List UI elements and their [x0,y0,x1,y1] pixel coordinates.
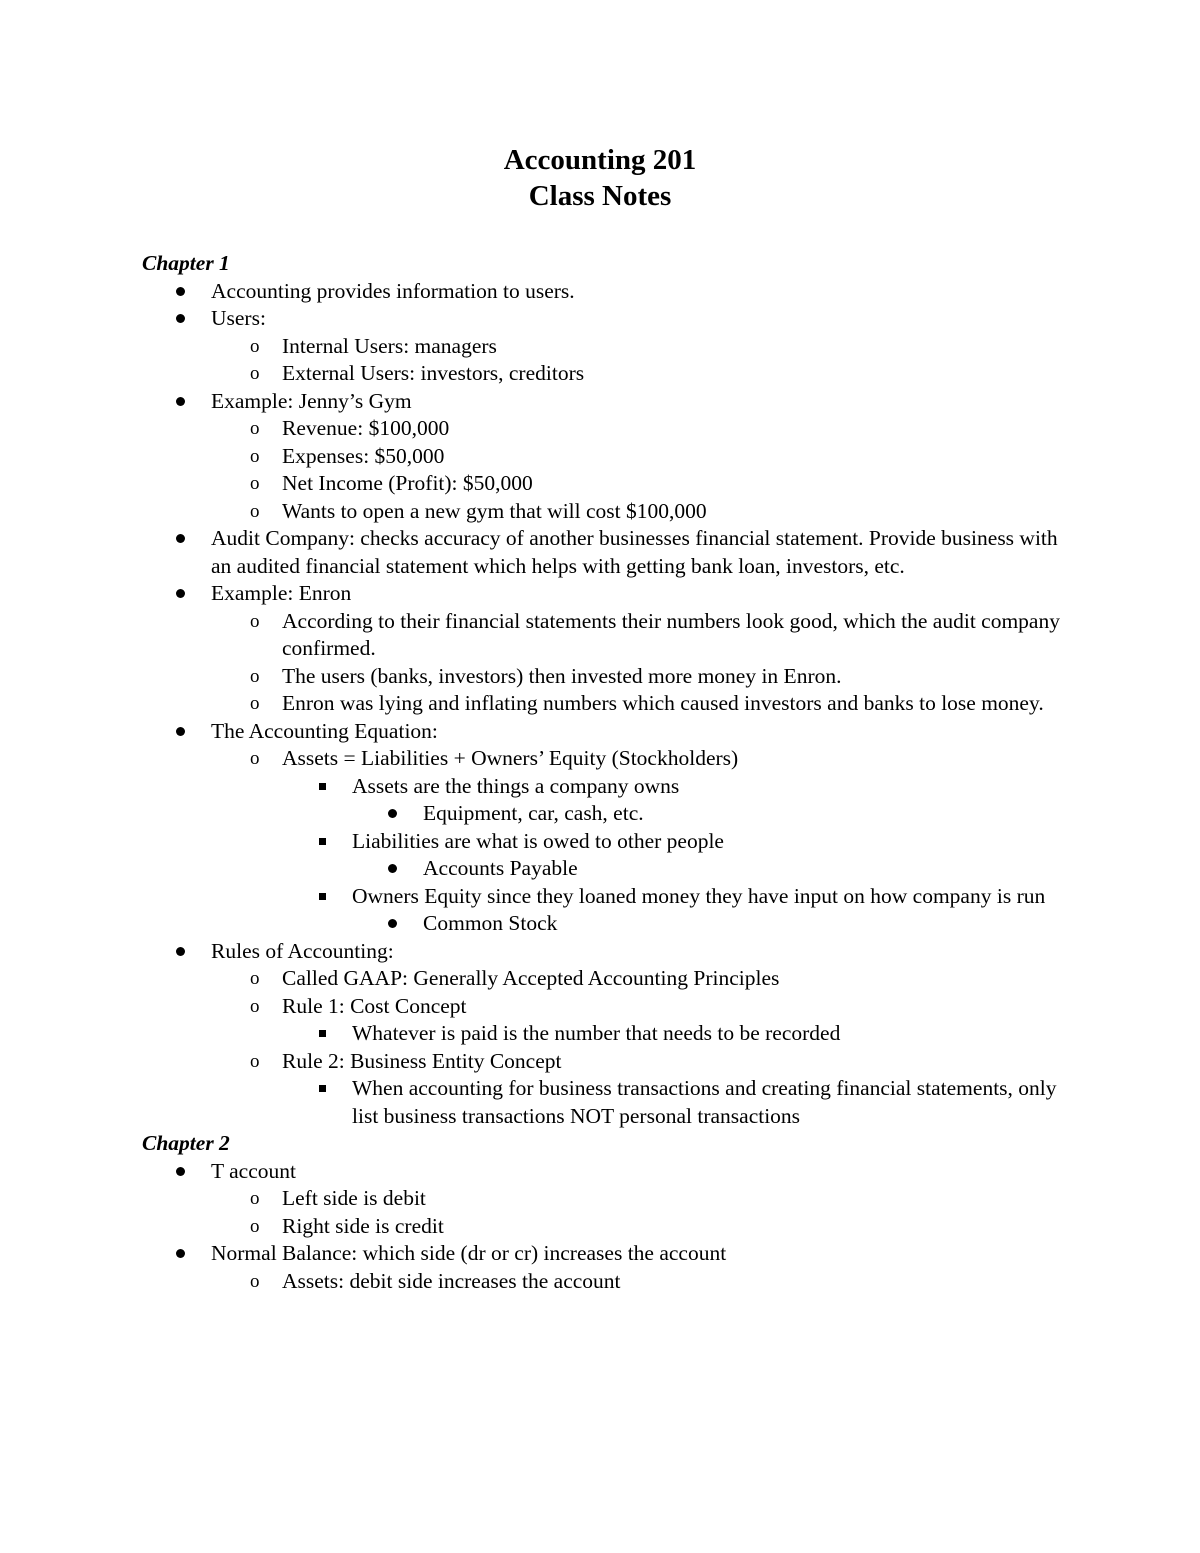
bullet-circle-icon: o [250,748,260,769]
list-item-text: Rule 1: Cost Concept [282,993,467,1018]
bullet-circle-icon: o [250,473,260,494]
list-item-text: Called GAAP: Generally Accepted Accounting Principles [282,966,780,990]
list-item [142,718,1072,746]
list-item-text: Assets: debit side increases the account [282,1268,621,1293]
list-item-text: Normal Balance: which side (dr or cr) increases the account [211,1241,727,1265]
bullet-dot-icon [388,864,397,873]
list-item [142,333,1072,361]
list-item [142,828,1072,856]
list-item-text: Expenses: $50,000 [282,443,445,468]
bullet-square-icon [319,838,326,845]
list-item-text: External Users: investors, creditors [282,361,585,385]
list-item-text: Accounting provides information to users. [211,278,575,303]
list-item [142,965,1072,993]
bullet-circle-icon: o [250,1050,260,1072]
list-item [142,1158,1072,1186]
list-item [142,938,1072,966]
list-item [142,690,1072,718]
list-item-text: Audit Company: checks accuracy of another businesses financial statement. Provide business with an audited financial statement which helps with getting bank loan, investors, etc. [211,526,1058,578]
list-item [142,1240,1072,1268]
list-item [142,415,1072,443]
list-item [142,580,1072,608]
list-item-text: Accounts Payable [423,856,578,880]
bullet-dot-icon [176,534,185,543]
list-item-text: Enron was lying and inflating numbers which caused investors and banks to lose money. [282,691,1044,715]
list-item-text: Assets are the things a company owns [352,773,680,798]
notes-content [142,250,1072,1295]
list-item-text: T account [211,1158,296,1183]
list-item-text: Example: Jenny’s Gym [211,388,412,413]
list-item [142,1075,1072,1130]
list-item-text: Owners Equity since they loaned money they have input on how company is run [352,883,1046,908]
bullet-dot-icon [176,287,185,296]
chapter-heading: Chapter 2 [142,1131,230,1155]
list-item [142,745,1072,773]
bullet-dot-icon [176,1167,185,1176]
bullet-circle-icon: o [250,693,260,714]
bullet-square-icon [319,893,326,900]
list-item [142,443,1072,471]
list-item [142,360,1072,388]
list-item [142,883,1072,911]
bullet-circle-icon: o [250,500,260,522]
list-item-text: Example: Enron [211,581,352,605]
list-item-text: Rule 2: Business Entity Concept [282,1048,562,1073]
list-item-text: Right side is credit [282,1213,444,1238]
bullet-dot-icon [176,1249,185,1258]
list-item [142,910,1072,938]
bullet-square-icon [319,1085,326,1092]
bullet-circle-icon: o [250,968,260,989]
bullet-circle-icon: o [250,418,260,439]
list-item-text: Liabilities are what is owed to other people [352,828,724,853]
bullet-circle-icon: o [250,1188,260,1209]
list-item-text: When accounting for business transactions and creating financial statements, only list business transactions NOT personal transactions [352,1076,1057,1128]
list-item [142,800,1072,828]
bullet-dot-icon [176,589,185,598]
list-item [142,388,1072,416]
list-item [142,498,1072,526]
bullet-dot-icon [388,809,397,818]
bullet-circle-icon: o [250,335,260,357]
list-item-text: Assets = Liabilities + Owners’ Equity (Stockholders) [282,746,739,770]
list-item [142,663,1072,691]
list-item [142,855,1072,883]
list-item [142,1020,1072,1048]
bullet-dot-icon [176,397,185,406]
bullet-circle-icon: o [250,995,260,1017]
document-subtitle: Class Notes [528,180,672,212]
list-item [142,470,1072,498]
list-item-text: Common Stock [423,911,558,935]
list-item-text: The users (banks, investors) then invested more money in Enron. [282,663,842,688]
bullet-circle-icon: o [250,1270,260,1292]
chapter-heading: Chapter 1 [142,251,230,275]
bullet-circle-icon: o [250,665,260,687]
list-item [142,993,1072,1021]
bullet-square-icon [319,783,326,790]
list-item [142,773,1072,801]
bullet-dot-icon [176,314,185,323]
list-item-text: Left side is debit [282,1186,426,1210]
title-block [0,142,1200,214]
list-item-text: Whatever is paid is the number that needs to be recorded [352,1021,841,1045]
list-item [142,1185,1072,1213]
bullet-square-icon [319,1030,326,1037]
list-item-text: Rules of Accounting: [211,938,394,963]
bullet-circle-icon: o [250,610,260,632]
list-item-text: Equipment, car, cash, etc. [423,801,644,825]
bullet-circle-icon: o [250,445,260,467]
list-item [142,305,1072,333]
list-item [142,1268,1072,1296]
list-item-text: Revenue: $100,000 [282,416,450,440]
list-item [142,1213,1072,1241]
list-item-text: The Accounting Equation: [211,718,438,743]
bullet-circle-icon: o [250,363,260,384]
list-item [142,608,1072,663]
document-title: Accounting 201 [503,144,697,176]
list-item-text: Users: [211,306,266,330]
list-item-text: Internal Users: managers [282,333,497,358]
bullet-circle-icon: o [250,1215,260,1237]
list-item-text: Wants to open a new gym that will cost $100,000 [282,498,707,523]
list-item-text: According to their financial statements their numbers look good, which the audit company confirmed. [282,608,1060,660]
bullet-dot-icon [176,947,185,956]
bullet-dot-icon [388,919,397,928]
list-item [142,278,1072,306]
list-item [142,525,1072,580]
bullet-dot-icon [176,727,185,736]
list-item-text: Net Income (Profit): $50,000 [282,471,533,495]
list-item [142,1048,1072,1076]
